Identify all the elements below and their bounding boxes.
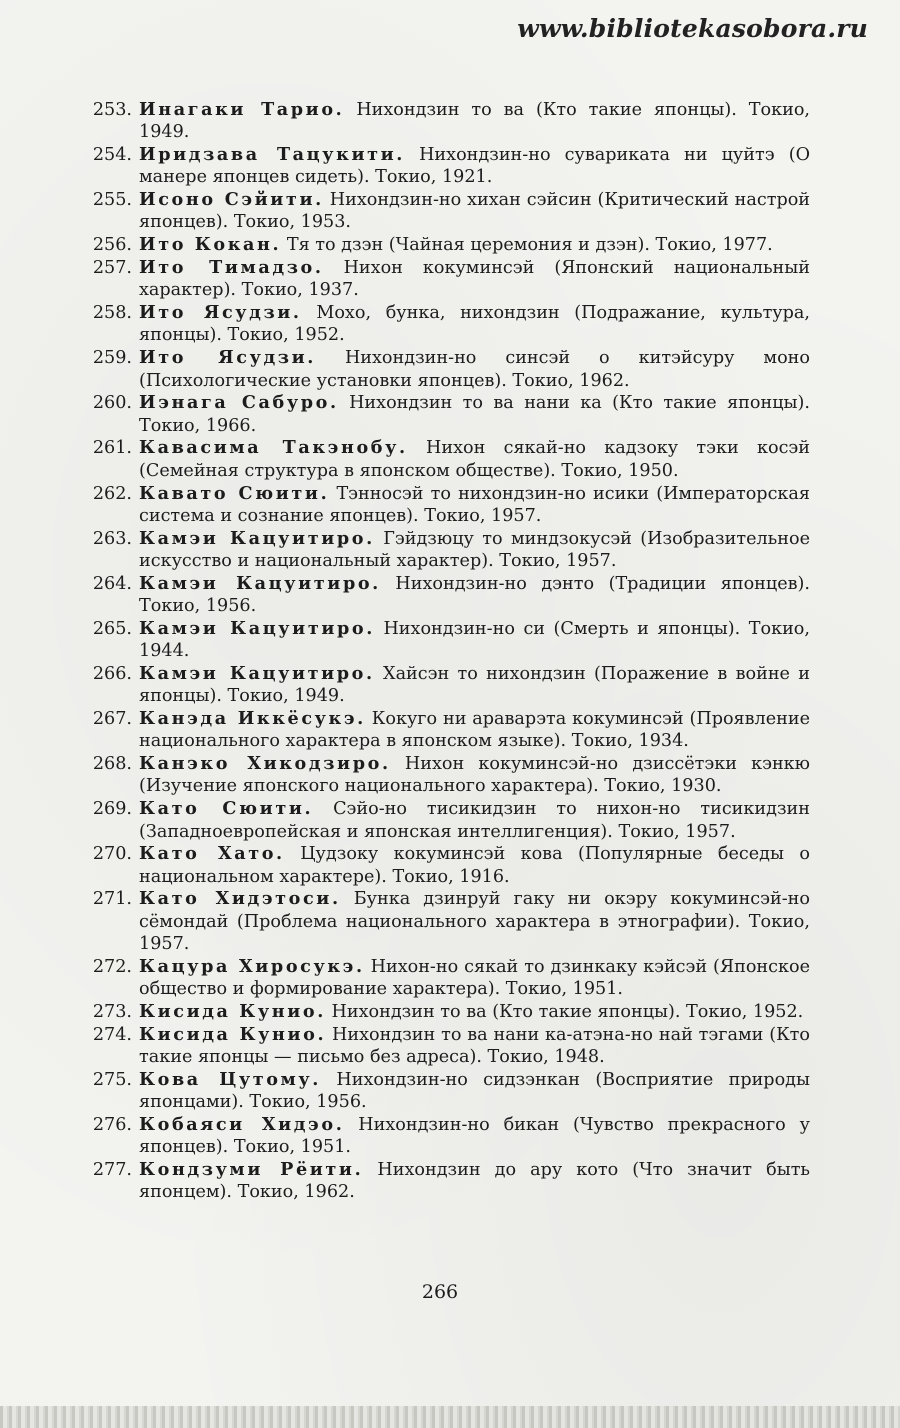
entry-number: 257. — [92, 258, 132, 279]
bibliography-entry — [84, 99, 810, 144]
entry-number: 260. — [92, 393, 132, 414]
entry-author: Камэи Кацуитиро. — [139, 527, 375, 549]
bibliography-entry — [84, 257, 810, 302]
bibliography-entry — [84, 347, 810, 392]
entry-description: Тя то дзэн (Чайная церемония и дзэн). Токио, 1977. — [286, 235, 773, 256]
entry-author: Ито Тимадзо. — [139, 257, 324, 279]
bibliography-entry — [84, 753, 810, 798]
entry-body — [139, 257, 810, 302]
entry-description: Нихон кокуминсэй (Японский национальный характер). Токио, 1937. — [139, 258, 810, 301]
entry-body — [139, 189, 810, 234]
entry-body — [139, 1024, 810, 1069]
entry-description: Нихондзин то ва нани ка (Кто такие японцы). Токио, 1966. — [139, 393, 811, 436]
entry-number: 273. — [92, 1001, 132, 1022]
entry-description: Нихондзин-но бикан (Чувство прекрасного у японцев). Токио, 1951. — [139, 1114, 810, 1158]
entry-number: 268. — [92, 754, 132, 775]
entry-author: Камэи Кацуитиро. — [139, 662, 375, 684]
entry-description: Нихондзин-но сувариката ни цуйтэ (О манере японцев сидеть). Токио, 1921. — [139, 145, 810, 188]
entry-author: Канэда Иккёсукэ. — [139, 708, 366, 730]
entry-author: Ито Кокан. — [139, 234, 282, 256]
entry-description: Нихондзин-но си (Смерть и японцы). Токио, 1944. — [139, 618, 810, 662]
entry-number: 256. — [92, 235, 132, 256]
entry-body — [139, 618, 810, 663]
entry-description: Нихон-но сякай то дзинкаку кэйсэй (Японское общество и формирование характера). Токио, 1951. — [139, 956, 810, 1000]
entry-author: Ито Ясудзи. — [139, 302, 302, 324]
bibliography-entry — [84, 618, 810, 663]
bibliography-entry — [84, 437, 810, 482]
bibliography-entry — [84, 392, 810, 437]
entry-number: 261. — [92, 438, 132, 459]
entry-author: Като Хато. — [139, 843, 285, 865]
entry-body — [139, 1001, 810, 1023]
bibliography-entry — [84, 1159, 810, 1204]
bibliography-entry — [84, 302, 810, 347]
bibliography-entry — [84, 144, 810, 189]
entry-description: Нихондзин то ва (Кто такие японцы). Токио, 1952. — [331, 1001, 804, 1022]
entry-description: Бунка дзинруй гаку ни окэру кокуминсэй-но сёмондай (Проблема национального характера в этнографии). Токио, 1957. — [139, 889, 811, 954]
entry-body — [139, 888, 810, 955]
entry-author: Канэко Хикодзиро. — [139, 753, 391, 775]
entry-description: Нихондзин то ва нани ка-атэна-но най тэгами (Кто такие японцы — письмо без адреса). Токио, 1948. — [139, 1024, 811, 1067]
entry-author: Камэи Кацуитиро. — [139, 572, 381, 594]
entry-body — [139, 663, 810, 708]
entry-body — [139, 302, 810, 347]
entry-description: Нихондзин до ару кото (Что значит быть японцем). Токио, 1962. — [139, 1159, 811, 1203]
watermark-url: www.bibliotekasobora.ru — [517, 14, 868, 43]
entry-author: Кисида Кунио. — [139, 1023, 327, 1045]
entry-body — [139, 1114, 810, 1159]
entry-number: 270. — [92, 844, 132, 865]
page-number: 266 — [421, 1281, 459, 1303]
entry-body — [139, 753, 810, 798]
entry-body — [139, 234, 810, 256]
bibliography-entry — [84, 708, 810, 753]
entry-author: Иридзава Тацукити. — [139, 144, 405, 166]
scan-bottom-edge — [0, 1406, 900, 1428]
bibliography-entry — [84, 956, 810, 1001]
bibliography-entry — [84, 234, 810, 256]
entry-number: 259. — [92, 348, 132, 369]
bibliography-entry — [84, 189, 810, 234]
entry-description: Нихондзин-но синсэй о китэйсуру моно (Психологические установки японцев). Токио, 1962. — [139, 348, 811, 391]
entry-author: Ито Ясудзи. — [139, 347, 316, 369]
entry-author: Кавасима Такэнобу. — [139, 437, 408, 459]
entry-description: Нихондзин-но сидзэнкан (Восприятие природы японцами). Токио, 1956. — [139, 1069, 810, 1113]
entry-author: Кисида Кунио. — [139, 1000, 326, 1022]
entry-description: Сэйо-но тисикидзин то нихон-но тисикидзин (Западноевропейская и японская интеллигенция). Токио, 1957. — [139, 799, 811, 842]
bibliography-entry — [84, 798, 810, 843]
entry-body — [139, 144, 810, 189]
entry-body — [139, 528, 810, 573]
entry-body — [139, 347, 810, 392]
entry-number: 272. — [92, 956, 132, 977]
entry-body — [139, 483, 810, 528]
bibliography-entry — [84, 483, 810, 528]
entry-body — [139, 956, 810, 1001]
entry-number: 274. — [92, 1024, 132, 1045]
entry-author: Като Сюити. — [139, 798, 314, 820]
entry-body — [139, 708, 810, 753]
entry-body — [139, 99, 810, 144]
entry-description: Гэйдзюцу то миндзокусэй (Изобразительное искусство и национальный характер). Токио, 1957. — [139, 528, 810, 571]
entry-description: Мохо, бунка, нихондзин (Подражание, культура, японцы). Токио, 1952. — [139, 303, 811, 346]
entry-description: Цудзоку кокуминсэй кова (Популярные беседы о национальном характере). Токио, 1916. — [139, 844, 811, 887]
entry-description: Нихондзин то ва (Кто такие японцы). Токио, 1949. — [139, 100, 811, 143]
entry-number: 262. — [92, 483, 132, 504]
entry-body — [139, 437, 810, 482]
entry-description: Нихондзин-но хихан сэйсин (Критический настрой японцев). Токио, 1953. — [139, 190, 811, 233]
bibliography-entry — [84, 1069, 810, 1114]
bibliography-list — [84, 99, 810, 1204]
bibliography-entry — [84, 1024, 810, 1069]
entry-body — [139, 392, 810, 437]
entry-number: 255. — [92, 190, 132, 211]
entry-number: 254. — [92, 145, 132, 166]
entry-author: Кова Цутому. — [139, 1068, 322, 1090]
entry-number: 258. — [92, 303, 132, 324]
entry-description: Нихон кокуминсэй-но дзиссётэки кэнкю (Изучение японского национального характера). Токио, 1930. — [139, 754, 810, 797]
entry-author: Кавато Сюити. — [139, 482, 330, 504]
entry-body — [139, 843, 810, 888]
entry-description: Кокуго ни араварэта кокуминсэй (Проявление национального характера в японском языке). Токио, 1934. — [139, 709, 811, 752]
entry-number: 271. — [92, 889, 132, 910]
entry-author: Кацура Хиросукэ. — [139, 955, 365, 977]
entry-description: Нихон сякай-но кадзоку тэки косэй (Семейная структура в японском обществе). Токио, 1950. — [139, 438, 811, 481]
entry-number: 263. — [92, 528, 132, 549]
entry-body — [139, 573, 810, 618]
entry-number: 265. — [92, 618, 132, 639]
entry-body — [139, 1159, 810, 1204]
entry-number: 277. — [92, 1159, 132, 1180]
entry-description: Хайсэн то нихондзин (Поражение в войне и японцы). Токио, 1949. — [139, 663, 810, 707]
entry-number: 275. — [92, 1069, 132, 1090]
entry-author: Кондзуми Рёити. — [139, 1158, 364, 1180]
entry-number: 266. — [92, 663, 132, 684]
entry-number: 269. — [92, 799, 132, 820]
entry-body — [139, 798, 810, 843]
entry-author: Исоно Сэйити. — [139, 189, 324, 211]
entry-number: 264. — [92, 573, 132, 594]
bibliography-entry — [84, 1114, 810, 1159]
entry-number: 276. — [92, 1114, 132, 1135]
bibliography-entry — [84, 843, 810, 888]
entry-author: Инагаки Тарио. — [139, 99, 345, 120]
entry-author: Кобаяси Хидэо. — [139, 1113, 345, 1135]
entry-description: Нихондзин-но дэнто (Традиции японцев). Токио, 1956. — [139, 573, 810, 617]
entry-author: Иэнага Сабуро. — [139, 392, 339, 414]
bibliography-entry — [84, 573, 810, 618]
entry-body — [139, 1069, 810, 1114]
bibliography-entry — [84, 528, 810, 573]
entry-author: Камэи Кацуитиро. — [139, 617, 375, 639]
entry-number: 267. — [92, 709, 132, 730]
bibliography-entry — [84, 888, 810, 955]
entry-description: Тэнносэй то нихондзин-но исики (Императорская система и сознание японцев). Токио, 1957. — [139, 483, 811, 526]
bibliography-entry — [84, 1001, 810, 1023]
entry-author: Като Хидэтоси. — [139, 888, 341, 910]
entry-number: 253. — [92, 100, 132, 120]
bibliography-entry — [84, 663, 810, 708]
